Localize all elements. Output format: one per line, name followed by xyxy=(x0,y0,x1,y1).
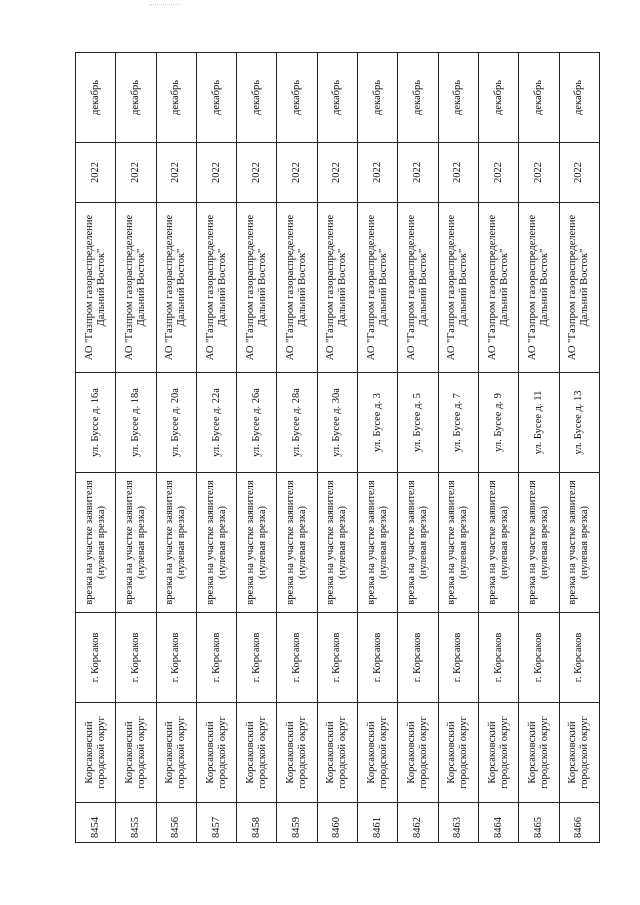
town-cell: г. Корсаков xyxy=(237,613,277,703)
row-number: 8462 xyxy=(398,803,438,843)
town-cell: г. Корсаков xyxy=(519,613,559,703)
organization-cell: АО "Газпром газораспределение Дальний Восток" xyxy=(438,203,478,373)
year-cell: 2022 xyxy=(438,143,478,203)
year-cell: 2022 xyxy=(358,143,398,203)
work-type-cell: врезка на участке заявителя (нулевая врезка) xyxy=(478,473,518,613)
table-row xyxy=(76,53,116,843)
address-cell: ул. Бусее д. 20а xyxy=(156,373,196,473)
scan-artifact xyxy=(150,4,180,9)
row-number: 8463 xyxy=(438,803,478,843)
work-type-cell: врезка на участке заявителя (нулевая врезка) xyxy=(277,473,317,613)
address-cell: ул. Бусее д. 30а xyxy=(317,373,357,473)
table-row xyxy=(277,53,317,843)
table-row xyxy=(196,53,236,843)
year-cell: 2022 xyxy=(398,143,438,203)
organization-cell: АО "Газпром газораспределение Дальний Восток" xyxy=(116,203,156,373)
month-cell: декабрь xyxy=(237,53,277,143)
work-type-cell: врезка на участке заявителя (нулевая врезка) xyxy=(237,473,277,613)
district-cell: Корсаковский городской округ xyxy=(559,703,599,803)
gas-connection-table xyxy=(75,52,600,843)
month-cell: декабрь xyxy=(438,53,478,143)
table-row xyxy=(398,53,438,843)
row-number: 8454 xyxy=(76,803,116,843)
district-cell: Корсаковский городской округ xyxy=(317,703,357,803)
district-cell: Корсаковский городской округ xyxy=(277,703,317,803)
work-type-cell: врезка на участке заявителя (нулевая врезка) xyxy=(398,473,438,613)
address-cell: ул. Бусее д. 13 xyxy=(559,373,599,473)
table-row xyxy=(478,53,518,843)
month-cell: декабрь xyxy=(277,53,317,143)
year-cell: 2022 xyxy=(277,143,317,203)
table-row xyxy=(559,53,599,843)
address-cell: ул. Бусее д. 28а xyxy=(277,373,317,473)
address-cell: ул. Бусее д. 9 xyxy=(478,373,518,473)
table-row xyxy=(358,53,398,843)
town-cell: г. Корсаков xyxy=(398,613,438,703)
row-number: 8457 xyxy=(196,803,236,843)
work-type-cell: врезка на участке заявителя (нулевая врезка) xyxy=(76,473,116,613)
work-type-cell: врезка на участке заявителя (нулевая врезка) xyxy=(116,473,156,613)
year-cell: 2022 xyxy=(237,143,277,203)
organization-cell: АО "Газпром газораспределение Дальний Восток" xyxy=(358,203,398,373)
district-cell: Корсаковский городской округ xyxy=(156,703,196,803)
month-cell: декабрь xyxy=(76,53,116,143)
organization-cell: АО "Газпром газораспределение Дальний Восток" xyxy=(398,203,438,373)
table-row xyxy=(156,53,196,843)
row-number: 8465 xyxy=(519,803,559,843)
work-type-cell: врезка на участке заявителя (нулевая врезка) xyxy=(156,473,196,613)
month-cell: декабрь xyxy=(559,53,599,143)
month-cell: декабрь xyxy=(398,53,438,143)
address-cell: ул. Бусее д. 22а xyxy=(196,373,236,473)
organization-cell: АО "Газпром газораспределение Дальний Восток" xyxy=(317,203,357,373)
year-cell: 2022 xyxy=(317,143,357,203)
table-row xyxy=(237,53,277,843)
district-cell: Корсаковский городской округ xyxy=(519,703,559,803)
table-row xyxy=(519,53,559,843)
work-type-cell: врезка на участке заявителя (нулевая врезка) xyxy=(438,473,478,613)
address-cell: ул. Бусее д. 26а xyxy=(237,373,277,473)
organization-cell: АО "Газпром газораспределение Дальний Восток" xyxy=(156,203,196,373)
district-cell: Корсаковский городской округ xyxy=(196,703,236,803)
town-cell: г. Корсаков xyxy=(438,613,478,703)
month-cell: декабрь xyxy=(519,53,559,143)
town-cell: г. Корсаков xyxy=(478,613,518,703)
organization-cell: АО "Газпром газораспределение Дальний Восток" xyxy=(519,203,559,373)
town-cell: г. Корсаков xyxy=(358,613,398,703)
work-type-cell: врезка на участке заявителя (нулевая врезка) xyxy=(317,473,357,613)
month-cell: декабрь xyxy=(116,53,156,143)
town-cell: г. Корсаков xyxy=(277,613,317,703)
table-row xyxy=(438,53,478,843)
town-cell: г. Корсаков xyxy=(76,613,116,703)
row-number: 8455 xyxy=(116,803,156,843)
month-cell: декабрь xyxy=(156,53,196,143)
row-number: 8460 xyxy=(317,803,357,843)
row-number: 8458 xyxy=(237,803,277,843)
table-body xyxy=(76,53,600,843)
year-cell: 2022 xyxy=(196,143,236,203)
year-cell: 2022 xyxy=(116,143,156,203)
organization-cell: АО "Газпром газораспределение Дальний Восток" xyxy=(478,203,518,373)
address-cell: ул. Бусее д. 18а xyxy=(116,373,156,473)
address-cell: ул. Бусее д. 5 xyxy=(398,373,438,473)
table-row xyxy=(116,53,156,843)
row-number: 8459 xyxy=(277,803,317,843)
month-cell: декабрь xyxy=(196,53,236,143)
district-cell: Корсаковский городской округ xyxy=(478,703,518,803)
organization-cell: АО "Газпром газораспределение Дальний Восток" xyxy=(277,203,317,373)
rotated-page xyxy=(75,53,600,843)
town-cell: г. Корсаков xyxy=(156,613,196,703)
year-cell: 2022 xyxy=(559,143,599,203)
year-cell: 2022 xyxy=(76,143,116,203)
address-cell: ул. Буссе д. 16а xyxy=(76,373,116,473)
district-cell: Корсаковский городской округ xyxy=(116,703,156,803)
organization-cell: АО "Газпром газораспределение Дальний Восток" xyxy=(196,203,236,373)
address-cell: ул. Бусее д. 3 xyxy=(358,373,398,473)
work-type-cell: врезка на участке заявителя (нулевая врезка) xyxy=(358,473,398,613)
organization-cell: АО "Газпром газораспределение Дальний Восток" xyxy=(559,203,599,373)
organization-cell: АО "Газпром газораспределение Дальний Восток" xyxy=(76,203,116,373)
row-number: 8466 xyxy=(559,803,599,843)
work-type-cell: врезка на участке заявителя (нулевая врезка) xyxy=(559,473,599,613)
town-cell: г. Корсаков xyxy=(116,613,156,703)
year-cell: 2022 xyxy=(156,143,196,203)
district-cell: Корсаковский городской округ xyxy=(358,703,398,803)
address-cell: ул. Бусее д. 7 xyxy=(438,373,478,473)
district-cell: Корсаковский городской округ xyxy=(76,703,116,803)
work-type-cell: врезка на участке заявителя (нулевая врезка) xyxy=(519,473,559,613)
table-row xyxy=(317,53,357,843)
town-cell: г. Корсаков xyxy=(317,613,357,703)
row-number: 8456 xyxy=(156,803,196,843)
address-cell: ул. Бусее д. 11 xyxy=(519,373,559,473)
organization-cell: АО "Газпром газораспределение Дальний Восток" xyxy=(237,203,277,373)
work-type-cell: врезка на участке заявителя (нулевая врезка) xyxy=(196,473,236,613)
town-cell: г. Корсаков xyxy=(196,613,236,703)
row-number: 8464 xyxy=(478,803,518,843)
year-cell: 2022 xyxy=(519,143,559,203)
year-cell: 2022 xyxy=(478,143,518,203)
town-cell: г. Корсаков xyxy=(559,613,599,703)
month-cell: декабрь xyxy=(317,53,357,143)
month-cell: декабрь xyxy=(358,53,398,143)
district-cell: Корсаковский городской округ xyxy=(398,703,438,803)
district-cell: Корсаковский городской округ xyxy=(237,703,277,803)
row-number: 8461 xyxy=(358,803,398,843)
district-cell: Корсаковский городской округ xyxy=(438,703,478,803)
month-cell: декабрь xyxy=(478,53,518,143)
